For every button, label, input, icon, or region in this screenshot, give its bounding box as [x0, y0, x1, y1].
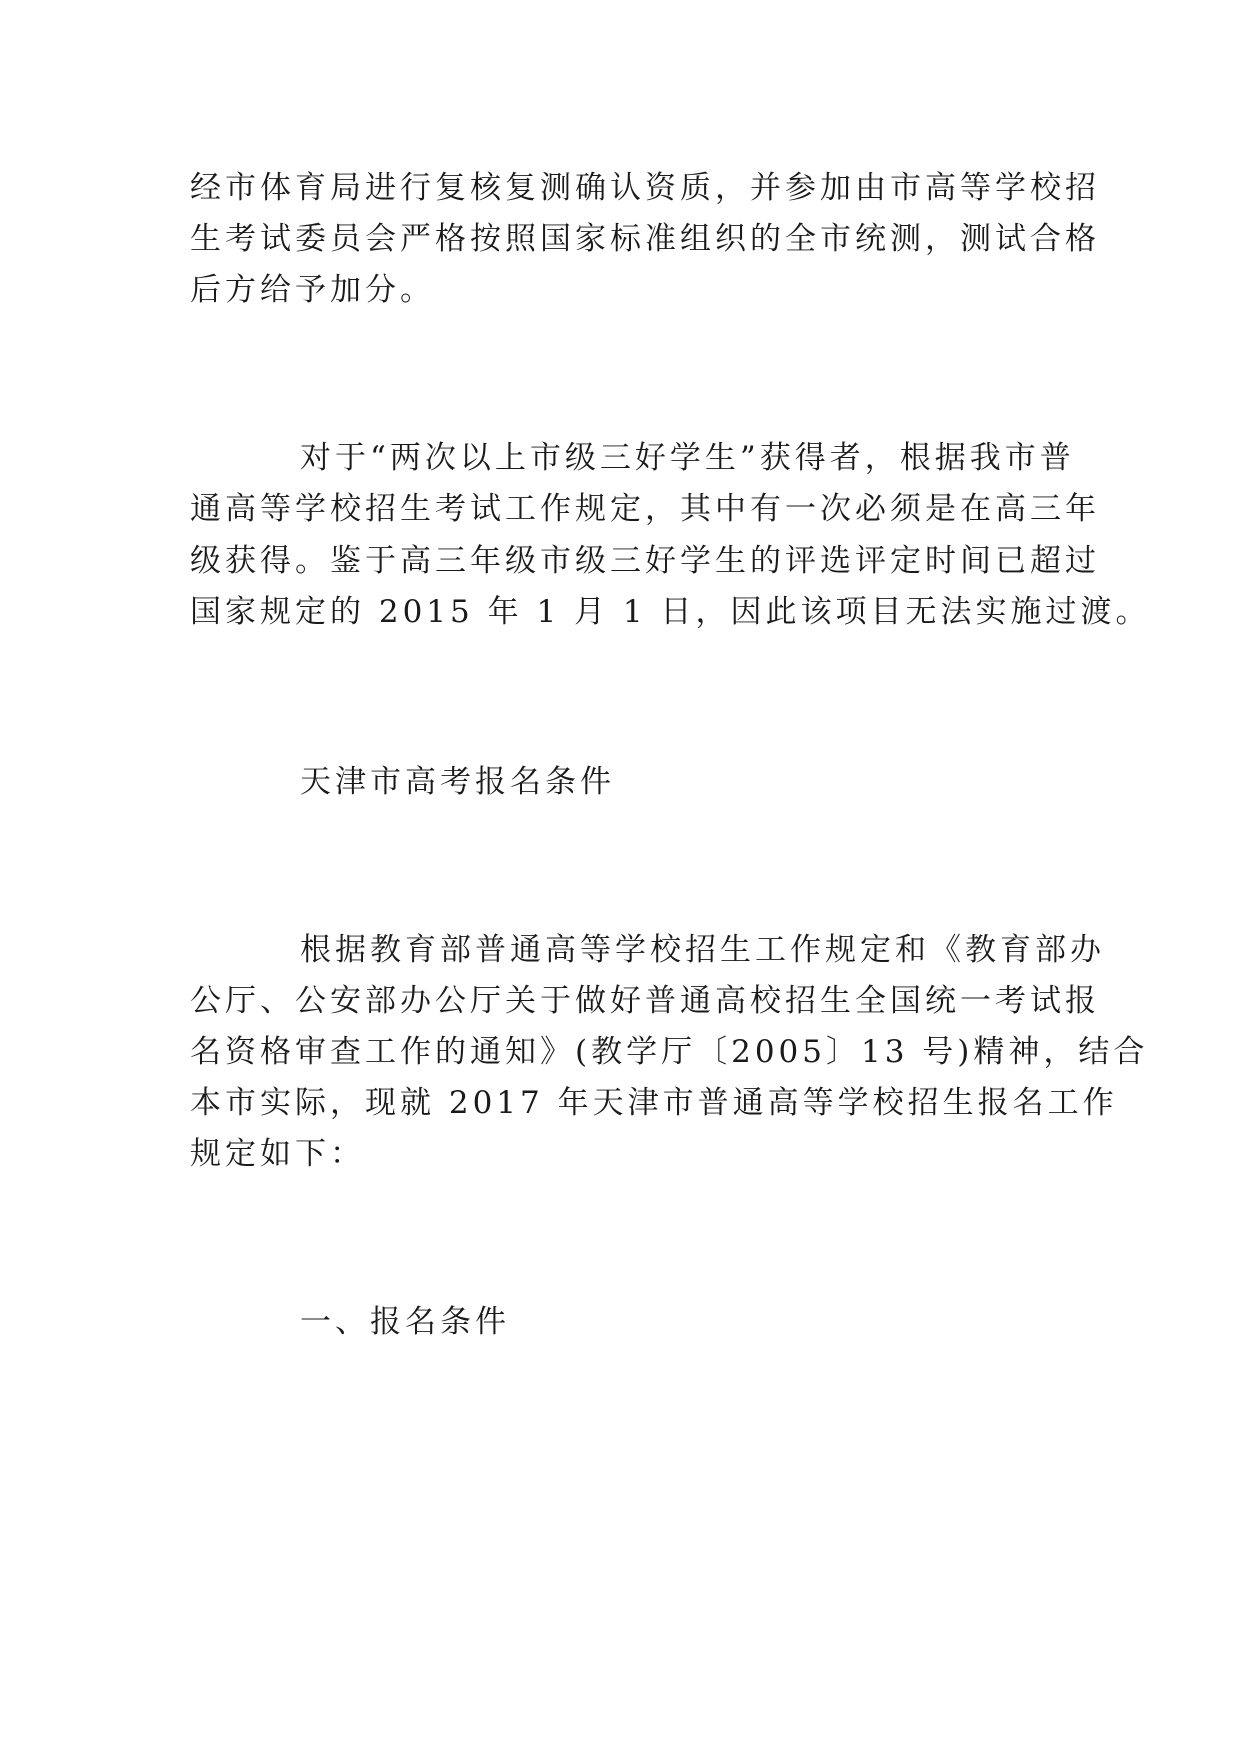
paragraph-3-line-2: 公厅、公安部办公厅关于做好普通高校招生全国统一考试报 [190, 983, 1100, 1019]
paragraph-2-line-3: 级获得。鉴于高三年级市级三好学生的评选评定时间已超过 [190, 543, 1100, 579]
paragraph-3-line-5: 规定如下： [190, 1136, 365, 1172]
paragraph-2-line-4: 国家规定的 2015 年 1 月 1 日，因此该项目无法实施过渡。 [190, 594, 1151, 630]
section-heading: 天津市高考报名条件 [300, 764, 615, 800]
subsection-heading: 一、报名条件 [300, 1304, 510, 1340]
paragraph-1-line-2: 生考试委员会严格按照国家标准组织的全市统测，测试合格 [190, 221, 1100, 257]
paragraph-1-line-1: 经市体育局进行复核复测确认资质，并参加由市高等学校招 [190, 170, 1100, 206]
paragraph-2-line-1: 对于“两次以上市级三好学生”获得者，根据我市普 [300, 440, 1075, 476]
paragraph-3-line-1: 根据教育部普通高等学校招生工作规定和《教育部办 [300, 932, 1105, 968]
paragraph-2-line-2: 通高等学校招生考试工作规定，其中有一次必须是在高三年 [190, 491, 1100, 527]
paragraph-3-line-4: 本市实际，现就 2017 年天津市普通高等学校招生报名工作 [190, 1085, 1118, 1121]
paragraph-1-line-3: 后方给予加分。 [190, 272, 435, 308]
paragraph-3-line-3: 名资格审查工作的通知》(教学厅〔2005〕13 号)精神，结合 [190, 1034, 1149, 1070]
